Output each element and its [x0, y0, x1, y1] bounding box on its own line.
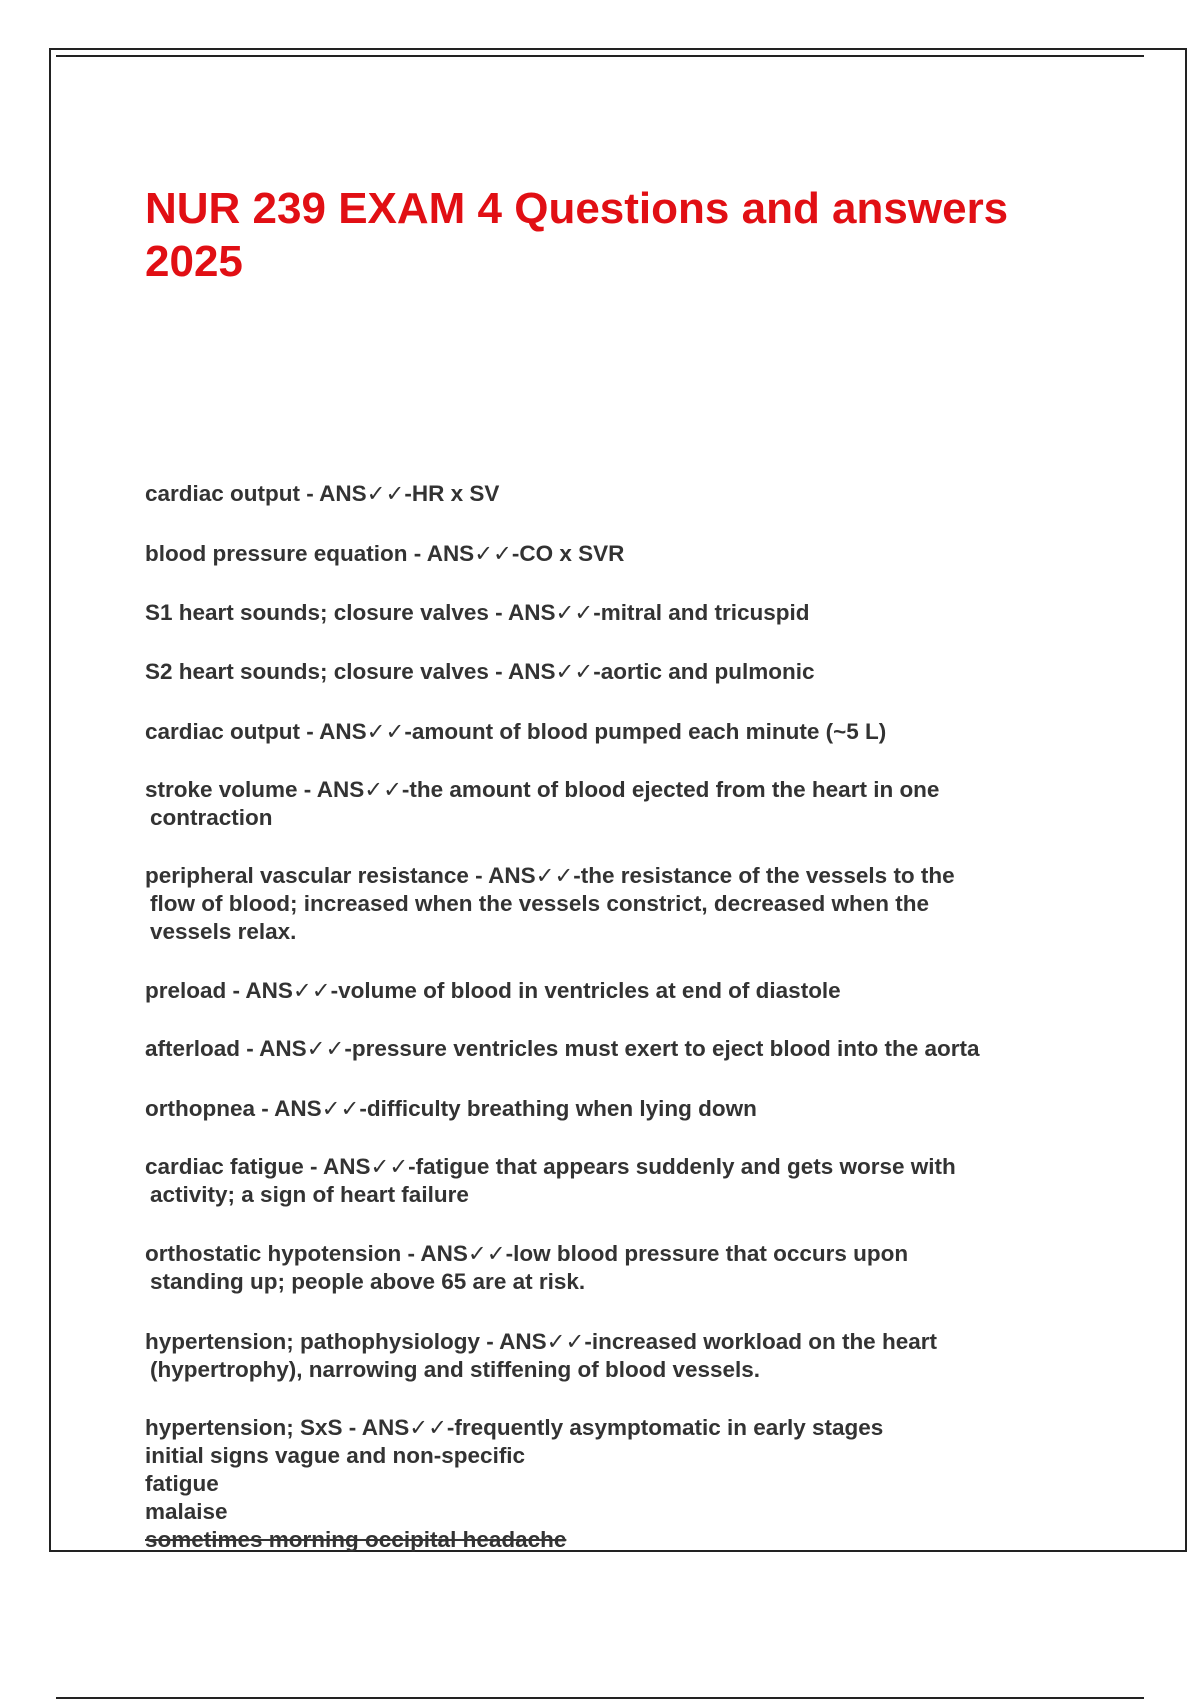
- qa-line: hypertension; SxS - ANS✓✓-frequently asymptomatic in early stages: [145, 1415, 884, 1440]
- qa-line: initial signs vague and non-specific: [145, 1443, 526, 1468]
- qa-item: [145, 1035, 1095, 1063]
- qa-item: [145, 1328, 1095, 1384]
- bottom-rule: [56, 1697, 1144, 1699]
- qa-line: blood pressure equation - ANS✓✓-CO x SVR: [145, 541, 625, 566]
- title-line-2: 2025: [145, 237, 243, 286]
- qa-line: cardiac fatigue - ANS✓✓-fatigue that appears suddenly and gets worse with: [145, 1154, 956, 1179]
- qa-line: afterload - ANS✓✓-pressure ventricles must exert to eject blood into the aorta: [145, 1036, 980, 1061]
- qa-item: [145, 599, 1095, 627]
- qa-item: [145, 540, 1095, 568]
- qa-line: preload - ANS✓✓-volume of blood in ventricles at end of diastole: [145, 978, 841, 1003]
- qa-line: vessels relax.: [150, 919, 297, 944]
- qa-item: [145, 1153, 1095, 1209]
- qa-item: [145, 862, 1095, 946]
- top-rule: [56, 55, 1144, 57]
- qa-item: [145, 1240, 1095, 1296]
- qa-item: [145, 776, 1095, 832]
- qa-line: cardiac output - ANS✓✓-HR x SV: [145, 481, 500, 506]
- qa-line: peripheral vascular resistance - ANS✓✓-the resistance of the vessels to the: [145, 863, 955, 888]
- qa-line: standing up; people above 65 are at risk.: [150, 1269, 586, 1294]
- qa-line: contraction: [150, 805, 273, 830]
- qa-line: cardiac output - ANS✓✓-amount of blood pumped each minute (~5 L): [145, 719, 887, 744]
- qa-line: stroke volume - ANS✓✓-the amount of blood ejected from the heart in one: [145, 777, 940, 802]
- title-line-1: NUR 239 EXAM 4 Questions and answers: [145, 184, 1009, 233]
- qa-item: [145, 1414, 1095, 1554]
- qa-line: S2 heart sounds; closure valves - ANS✓✓-aortic and pulmonic: [145, 659, 815, 684]
- qa-line-cut-off: sometimes morning occipital headache: [145, 1527, 567, 1552]
- qa-item: [145, 977, 1095, 1005]
- qa-item: [145, 1095, 1095, 1123]
- qa-line: flow of blood; increased when the vessels constrict, decreased when the: [150, 891, 929, 916]
- qa-item: [145, 658, 1095, 686]
- qa-line: orthopnea - ANS✓✓-difficulty breathing when lying down: [145, 1096, 757, 1121]
- qa-line: fatigue: [145, 1471, 219, 1496]
- qa-line: orthostatic hypotension - ANS✓✓-low blood pressure that occurs upon: [145, 1241, 909, 1266]
- qa-line: activity; a sign of heart failure: [150, 1182, 469, 1207]
- document-title: [145, 182, 1105, 288]
- qa-line: S1 heart sounds; closure valves - ANS✓✓-mitral and tricuspid: [145, 600, 810, 625]
- qa-item: [145, 480, 1095, 508]
- qa-line: (hypertrophy), narrowing and stiffening of blood vessels.: [150, 1357, 761, 1382]
- qa-item: [145, 718, 1095, 746]
- qa-line: malaise: [145, 1499, 228, 1524]
- qa-line: hypertension; pathophysiology - ANS✓✓-increased workload on the heart: [145, 1329, 937, 1354]
